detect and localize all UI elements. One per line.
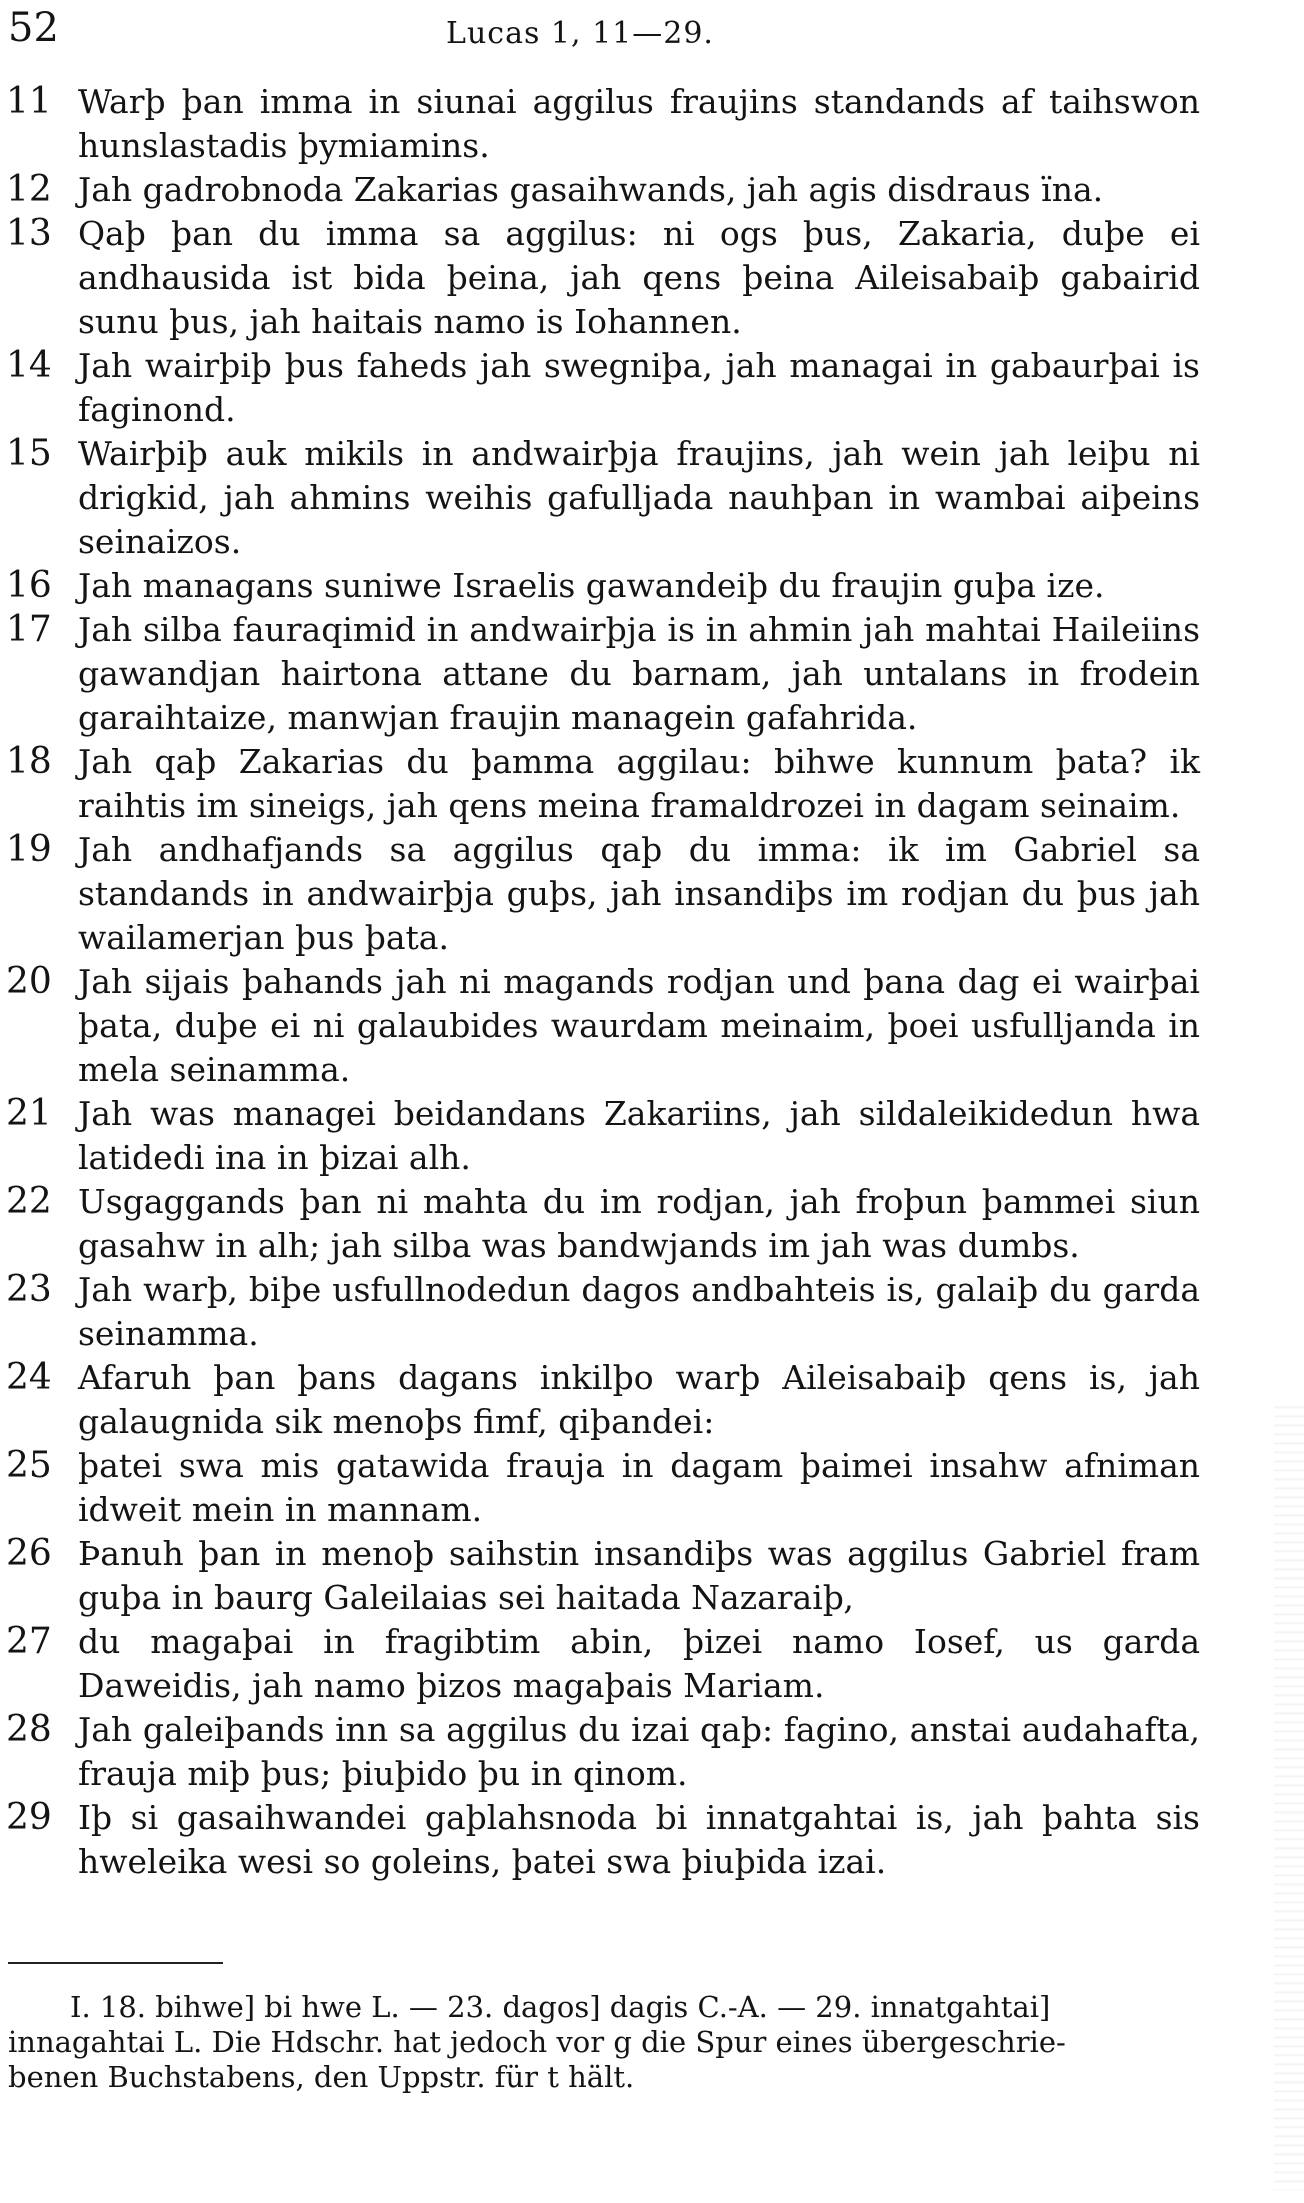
verse	[0, 1708, 1200, 1796]
verse-number: 18	[6, 741, 52, 782]
verse-text: Jah galeiþands inn sa aggilus du izai qaþ: fagino, anstai audahafta, frauja miþ þus; þiuþido þu in qinom.	[78, 1710, 1200, 1793]
verse-number: 13	[6, 213, 52, 254]
verse	[0, 960, 1200, 1092]
verse	[0, 1268, 1200, 1356]
verse-text: Qaþ þan du imma sa aggilus: ni ogs þus, Zakaria, duþe ei andhausida ist bida þeina, jah qens þeina Aileisabaiþ gabairid sunu þus, jah haitais namo is Iohannen.	[78, 214, 1200, 341]
verse-text: Jah managans suniwe Israelis gawandeiþ du fraujin guþa ize.	[78, 566, 1105, 605]
verse-number: 29	[6, 1797, 52, 1838]
footnote-line	[8, 1990, 1176, 2025]
verse-number: 22	[6, 1181, 52, 1222]
verse-number: 23	[6, 1269, 52, 1310]
footnote	[8, 1990, 1176, 2095]
verse-number: 16	[6, 565, 52, 606]
verse-number: 26	[6, 1533, 52, 1574]
verse	[0, 608, 1200, 740]
verse-text: Jah was managei beidandans Zakariins, jah sildaleikidedun hwa latidedi ina in þizai alh.	[78, 1094, 1200, 1177]
verse	[0, 432, 1200, 564]
verse-number: 12	[6, 169, 52, 210]
verse-text: Jah wairþiþ þus faheds jah swegniþa, jah managai in gabaurþai is faginond.	[78, 346, 1200, 429]
footnote-line: innagahtai L. Die Hdschr. hat jedoch vor g die Spur eines übergeschrie-	[8, 2025, 1066, 2059]
verse-number: 28	[6, 1709, 52, 1750]
verse-text: þatei swa mis gatawida frauja in dagam þaimei insahw afniman idweit mein in mannam.	[78, 1446, 1200, 1529]
verse-text: Jah gadrobnoda Zakarias gasaihwands, jah agis disdraus ïna.	[78, 170, 1104, 209]
verse-text: Usgaggands þan ni mahta du im rodjan, jah froþun þammei siun gasahw in alh; jah silba was bandwjands im jah was dumbs.	[78, 1182, 1200, 1265]
verse	[0, 1356, 1200, 1444]
running-title: Lucas 1, 11—29.	[446, 16, 714, 51]
verse-text: Jah sijais þahands jah ni magands rodjan und þana dag ei wairþai þata, duþe ei ni galaubides waurdam meinaim, þoei usfulljanda in mela seinamma.	[78, 962, 1200, 1089]
verse	[0, 1180, 1200, 1268]
page-number: 52	[8, 5, 59, 51]
verse-number: 25	[6, 1445, 52, 1486]
verse-number: 15	[6, 433, 52, 474]
verse-list	[0, 80, 1200, 1884]
verse-text: Wairþiþ auk mikils in andwairþja fraujins, jah wein jah leiþu ni drigkid, jah ahmins weihis gafulljada nauhþan in wambai aiþeins seinaizos.	[78, 434, 1200, 561]
verse	[0, 740, 1200, 828]
verse-text: Afaruh þan þans dagans inkilþo warþ Aileisabaiþ qens is, jah galaugnida sik menoþs fimf, qiþandei:	[78, 1358, 1200, 1441]
footnote-divider	[8, 1962, 223, 1964]
verse-number: 24	[6, 1357, 52, 1398]
verse	[0, 168, 1200, 212]
verse	[0, 564, 1200, 608]
verse	[0, 1444, 1200, 1532]
verse-number: 14	[6, 345, 52, 386]
verse	[0, 344, 1200, 432]
verse-number: 21	[6, 1093, 52, 1134]
verse-number: 19	[6, 829, 52, 870]
verse	[0, 1796, 1200, 1884]
verse	[0, 1620, 1200, 1708]
verse-text: Jah qaþ Zakarias du þamma aggilau: bihwe kunnum þata? ik raihtis im sineigs, jah qens meina framaldrozei in dagam seinaim.	[78, 742, 1200, 825]
verse-number: 20	[6, 961, 52, 1002]
verse-text: Jah silba fauraqimid in andwairþja is in ahmin jah mahtai Haileiins gawandjan hairtona attane du barnam, jah untalans in frodein garaihtaize, manwjan fraujin managein gafahrida.	[78, 610, 1200, 737]
page-edge-shadow	[1274, 1400, 1304, 2190]
verse-number: 17	[6, 609, 52, 650]
footnote-line: benen Buchstabens, den Uppstr. für t hält.	[8, 2060, 635, 2094]
verse	[0, 1532, 1200, 1620]
verse-number: 11	[6, 81, 52, 122]
verse-text: Þanuh þan in menoþ saihstin insandiþs was aggilus Gabriel fram guþa in baurg Galeilaias sei haitada Nazaraiþ,	[78, 1534, 1200, 1617]
verse	[0, 212, 1200, 344]
verse	[0, 1092, 1200, 1180]
verse-text: Jah andhafjands sa aggilus qaþ du imma: ik im Gabriel sa standands in andwairþja guþs, jah insandiþs im rodjan du þus jah wailamerjan þus þata.	[78, 830, 1200, 957]
verse	[0, 80, 1200, 168]
verse-text: du magaþai in fragibtim abin, þizei namo Iosef, us garda Daweidis, jah namo þizos magaþais Mariam.	[78, 1622, 1200, 1705]
verse-text: Jah warþ, biþe usfullnodedun dagos andbahteis is, galaiþ du garda seinamma.	[78, 1270, 1200, 1353]
verse-number: 27	[6, 1621, 52, 1662]
verse-text: Iþ si gasaihwandei gaþlahsnoda bi innatgahtai is, jah þahta sis hweleika wesi so goleins, þatei swa þiuþida izai.	[78, 1798, 1200, 1881]
verse	[0, 828, 1200, 960]
verse-text: Warþ þan imma in siunai aggilus fraujins standands af taihswon hunslastadis þymiamins.	[78, 82, 1200, 165]
footnote-text: I. 18. bihwe] bi hwe L. — 23. dagos] dagis C.-A. — 29. innatgahtai]	[70, 1990, 1051, 2024]
